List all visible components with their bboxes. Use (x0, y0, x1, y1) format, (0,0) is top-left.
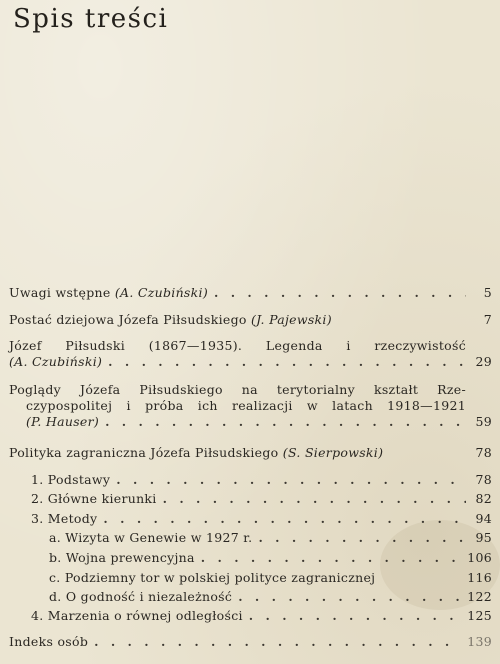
toc-subentry-title: c. Podziemny tor w polskiej polityce zagranicznej (49, 570, 376, 585)
dot-leader (105, 414, 466, 430)
toc-subentry-title: 2. Główne kierunki (31, 491, 157, 506)
toc-entry-author: (J. Pajewski) (251, 312, 332, 327)
toc-entry-title: Józef Piłsudski (1867—1935). Legenda i rzeczywistość (9, 338, 466, 353)
toc-subentry-title: 4. Marzenia o równej odległości (31, 608, 243, 623)
toc-entry-author: (P. Hauser) (26, 414, 100, 429)
dot-leader (238, 589, 461, 605)
toc-entry-title: Polityka zagraniczna Józefa Piłsudskiego (9, 445, 279, 460)
dot-leader (214, 285, 466, 301)
toc-entry-title: Postać dziejowa Józefa Piłsudskiego (9, 312, 247, 327)
toc-entry-author: (S. Sierpowski) (282, 445, 384, 460)
toc-subentry-title: d. O godność i niezależność (49, 589, 233, 604)
toc-entry-uwagi-wstepne[interactable] (9, 285, 492, 301)
toc-subentry-glowne-kierunki[interactable] (31, 491, 492, 507)
toc-subentry-title: 3. Metody (31, 511, 98, 526)
toc-page-number: 59 (475, 414, 492, 429)
toc-page-number: 78 (475, 445, 492, 460)
dot-leader (163, 491, 466, 507)
toc-subentry-podziemny-tor[interactable] (49, 570, 492, 586)
toc-subentry-title: 1. Podstawy (31, 472, 111, 487)
toc-entry-title: Uwagi wstępne (9, 285, 111, 300)
toc-subentry-wojna-prewencyjna[interactable] (49, 550, 492, 566)
toc-entry-author: (A. Czubiński) (9, 354, 103, 369)
dot-leader (258, 530, 466, 546)
toc-subentry-title: a. Wizyta w Genewie w 1927 r. (49, 530, 253, 545)
toc-entry-poglady[interactable] (9, 382, 492, 430)
toc-page-number: 78 (475, 472, 492, 487)
toc-entry-polityka-zagraniczna[interactable] (9, 445, 492, 461)
toc-page-number: 5 (483, 285, 492, 300)
toc-page-number: 125 (467, 608, 492, 623)
toc-entry-title-line2: czypospolitej i próba ich realizacji w latach 1918—1921 (26, 398, 466, 413)
dot-leader (201, 550, 461, 566)
toc-subentry-o-godnosc[interactable] (49, 589, 492, 605)
toc-page-number: 29 (475, 354, 492, 369)
toc-page-number: 7 (483, 312, 492, 327)
toc-entry-legenda[interactable] (9, 338, 492, 370)
page-title: Spis treści (13, 4, 169, 34)
toc-entry-title-line1: Poglądy Józefa Piłsudskiego na terytorialny kształt Rze- (9, 382, 466, 397)
toc-page-number: 82 (475, 491, 492, 506)
toc-subentry-podstawy[interactable] (31, 472, 492, 488)
toc-page-number: 95 (475, 530, 492, 545)
toc-page-number: 106 (467, 550, 492, 565)
dot-leader (116, 472, 466, 488)
dot-leader (103, 511, 466, 527)
toc-entry-indeks-osob[interactable] (9, 634, 492, 650)
toc-page-number: 116 (467, 570, 492, 585)
toc-entry-author: (A. Czubiński) (114, 285, 208, 300)
dot-leader (94, 634, 461, 650)
toc-page-number: 139 (467, 634, 492, 649)
toc-subentry-wizyta-w-genewie[interactable] (49, 530, 492, 546)
toc-entry-postac-dziejowa[interactable] (9, 312, 492, 328)
toc-subentry-title: b. Wojna prewencyjna (49, 550, 195, 565)
toc-subentry-metody[interactable] (31, 511, 492, 527)
toc-subentry-marzenia[interactable] (31, 608, 492, 624)
dot-leader (249, 608, 461, 624)
toc-page-number: 94 (475, 511, 492, 526)
dot-leader (108, 354, 466, 370)
toc-page-number: 122 (467, 589, 492, 604)
toc-entry-title: Indeks osób (9, 634, 89, 649)
